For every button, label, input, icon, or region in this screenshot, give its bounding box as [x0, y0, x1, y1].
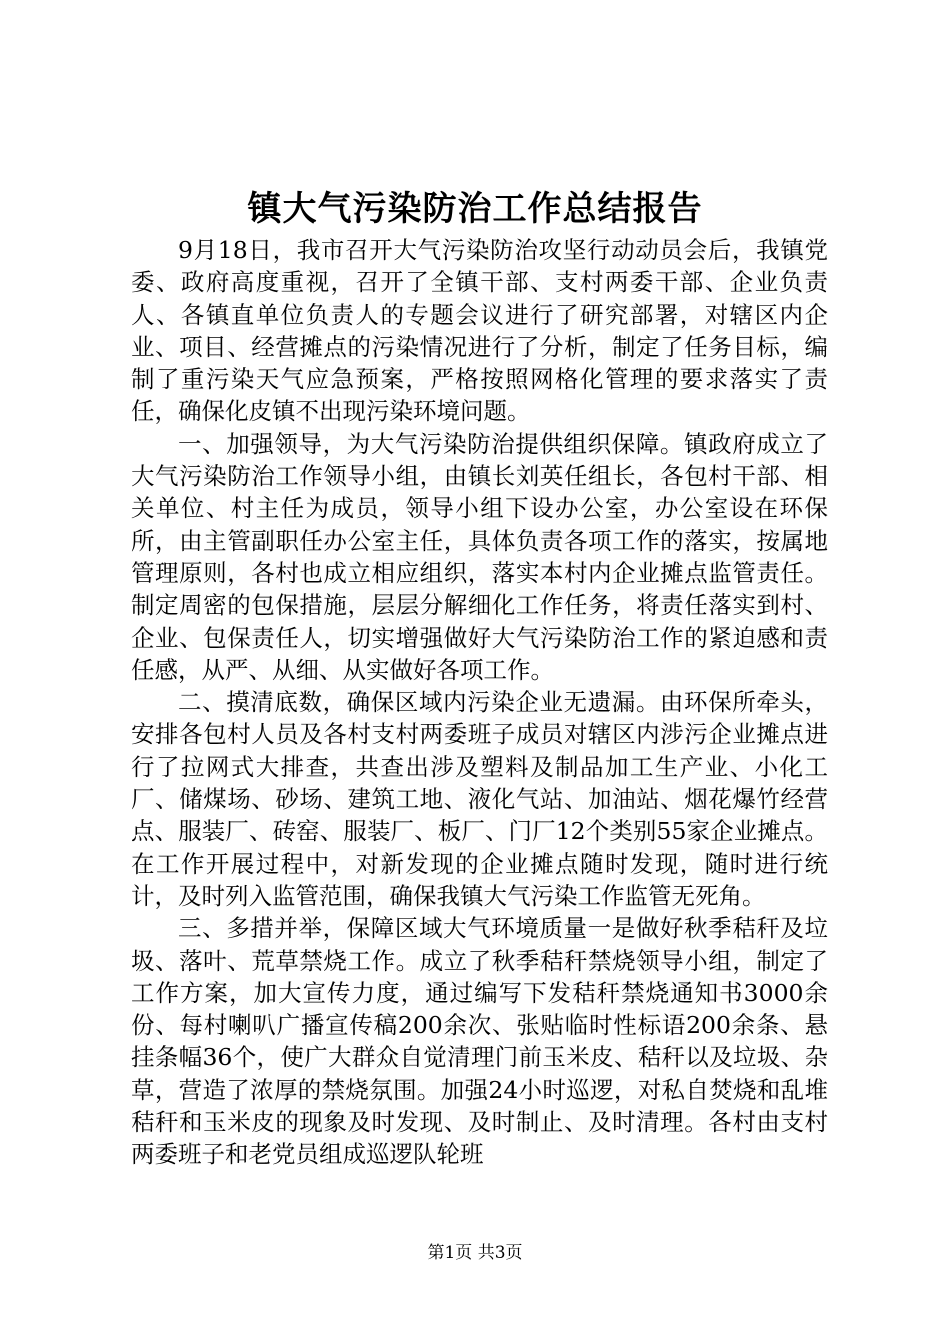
document-body — [131, 234, 828, 1171]
paragraph-section-1: 一、加强领导，为大气污染防治提供组织保障。镇政府成立了大气污染防治工作领导小组，由镇长刘英任组长，各包村干部、相关单位、村主任为成员，领导小组下设办公室，办公室设在环保所，由主管副职任办公室主任，具体负责各项工作的落实，按属地管理原则，各村也成立相应组织，落实本村内企业摊点监管责任。制定周密的包保措施，层层分解细化工作任务，将责任落实到村、企业、包保责任人，切实增强做好大气污染防治工作的紧迫感和责任感，从严、从细、从实做好各项工作。 — [131, 429, 828, 684]
paragraph-section-2: 二、摸清底数，确保区域内污染企业无遗漏。由环保所牵头，安排各包村人员及各村支村两委班子成员对辖区内涉污企业摊点进行了拉网式大排查，共查出涉及塑料及制品加工生产业、小化工厂、储煤场、砂场、建筑工地、液化气站、加油站、烟花爆竹经营点、服装厂、砖窑、服装厂、板厂、门厂12个类别55家企业摊点。在工作开展过程中，对新发现的企业摊点随时发现，随时进行统计，及时列入监管范围，确保我镇大气污染工作监管无死角。 — [131, 688, 828, 910]
document-title: 镇大气污染防治工作总结报告 — [247, 189, 703, 229]
paragraph-section-3: 三、多措并举，保障区域大气环境质量一是做好秋季秸秆及垃圾、落叶、荒草禁烧工作。成立了秋季秸秆禁烧领导小组，制定了工作方案，加大宣传力度，通过编写下发秸秆禁烧通知书3000余份、每村喇叭广播宣传稿200余次、张贴临时性标语200余条、悬挂条幅36个，使广大群众自觉清理门前玉米皮、秸秆以及垃圾、杂草，营造了浓厚的禁烧氛围。加强24小时巡逻，对私自焚烧和乱堆秸秆和玉米皮的现象及时发现、及时制止、及时清理。各村由支村两委班子和老党员组成巡逻队轮班 — [131, 914, 828, 1169]
page-number-footer: 第1页 共3页 — [427, 1243, 523, 1263]
paragraph-intro: 9月18日，我市召开大气污染防治攻坚行动动员会后，我镇党委、政府高度重视，召开了全镇干部、支村两委干部、企业负责人、各镇直单位负责人的专题会议进行了研究部署，对辖区内企业、项目、经营摊点的污染情况进行了分析，制定了任务目标，编制了重污染天气应急预案，严格按照网格化管理的要求落实了责任，确保化皮镇不出现污染环境问题。 — [131, 236, 828, 426]
